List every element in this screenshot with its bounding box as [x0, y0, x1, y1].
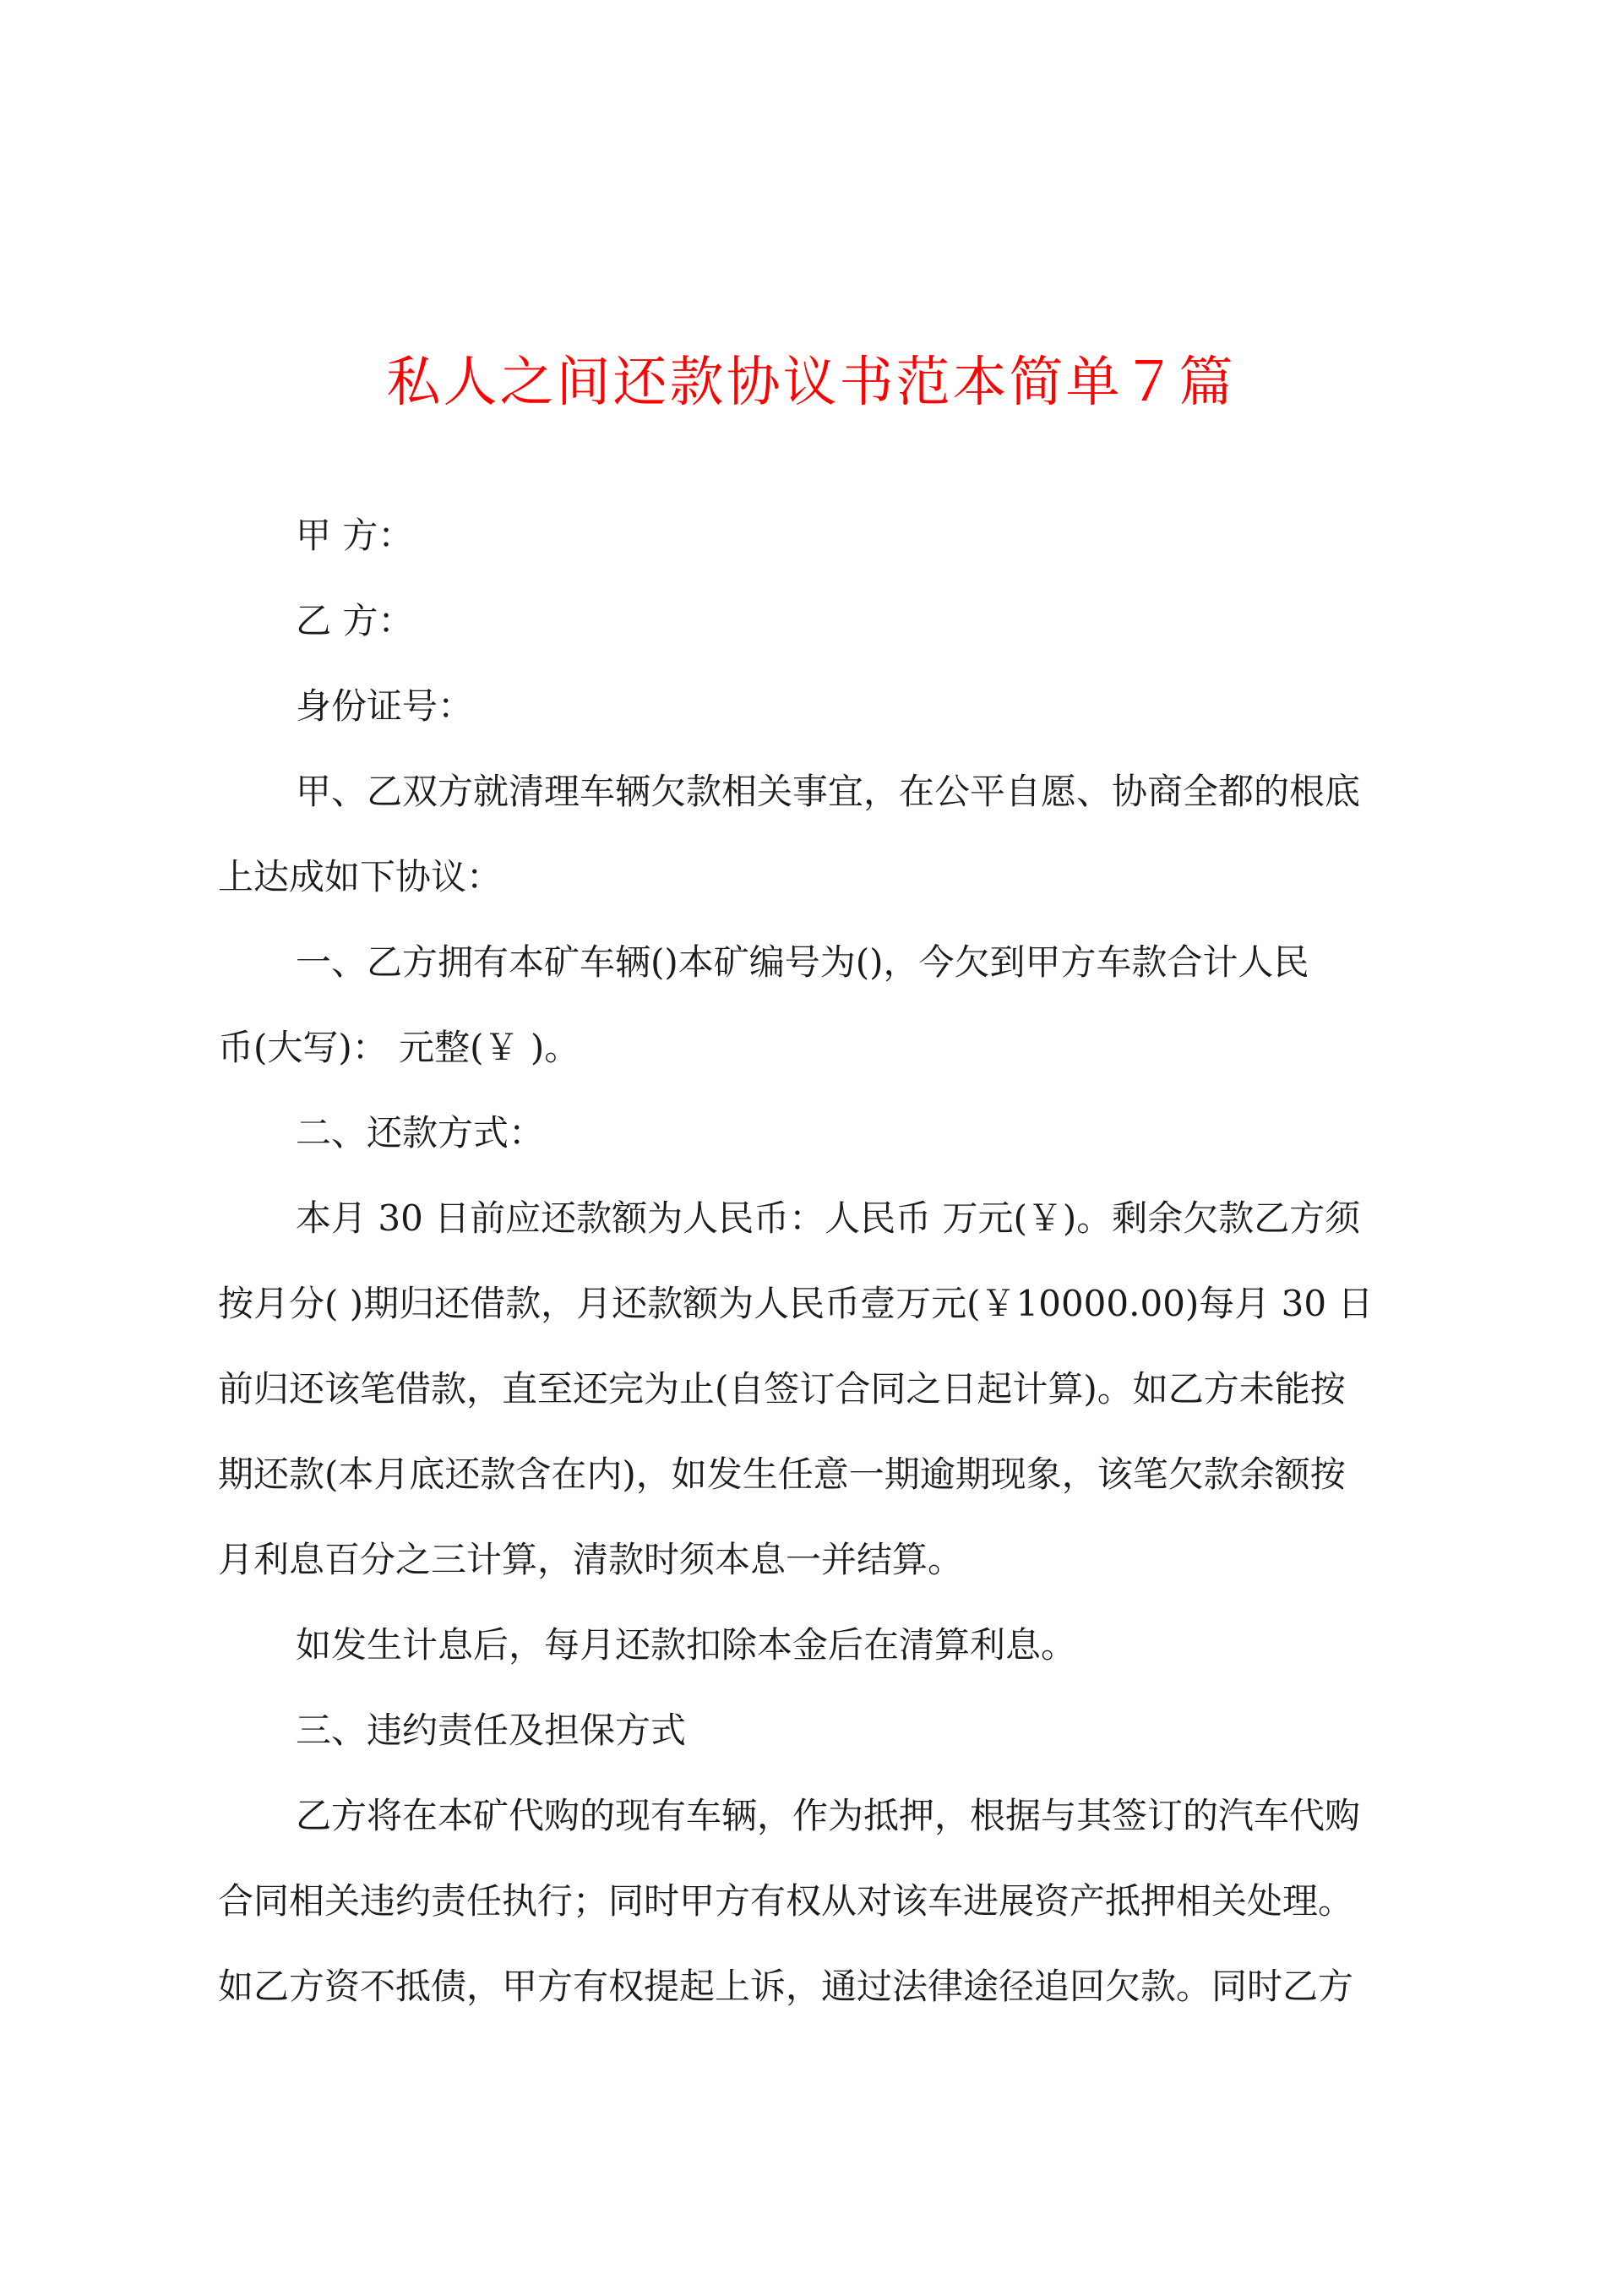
paragraph-line: 前归还该笔借款，直至还完为止(自签订合同之日起计算)。如乙方未能按 — [218, 1368, 1346, 1410]
section-heading: 三、违约责任及担保方式 — [296, 1710, 687, 1751]
paragraph-line: 上达成如下协议： — [218, 856, 503, 897]
line-id-number: 身份证号： — [296, 685, 474, 727]
paragraph-line: 本月 30 日前应还款额为人民币：人民币 万元(￥)。剩余欠款乙方须 — [296, 1197, 1361, 1239]
paragraph-line: 月利息百分之三计算，清款时须本息一并结算。 — [218, 1539, 964, 1580]
paragraph-line: 乙方将在本矿代购的现有车辆，作为抵押，根据与其签订的汽车代购 — [296, 1795, 1361, 1836]
line-party-b: 乙 方： — [296, 600, 414, 641]
paragraph-line: 期还款(本月底还款含在内)，如发生任意一期逾期现象，该笔欠款余额按 — [218, 1453, 1346, 1495]
paragraph-line: 按月分( )期归还借款，月还款额为人民币壹万元(￥10000.00)每月 30 日 — [218, 1283, 1374, 1324]
paragraph-line: 合同相关违约责任执行；同时甲方有权从对该车进展资产抵押相关处理。 — [218, 1880, 1354, 1922]
paragraph-line: 如乙方资不抵债，甲方有权提起上诉，通过法律途径追回欠款。同时乙方 — [218, 1966, 1354, 2007]
paragraph-line: 如发生计息后，每月还款扣除本金后在清算利息。 — [296, 1624, 1077, 1666]
section-heading: 二、还款方式： — [296, 1112, 545, 1153]
document-body — [218, 493, 1419, 2029]
paragraph-line: 币(大写)： 元整(￥ )。 — [218, 1027, 580, 1068]
line-party-a: 甲 方： — [296, 515, 414, 556]
paragraph-line: 一、乙方拥有本矿车辆()本矿编号为()，今欠到甲方车款合计人民 — [296, 941, 1309, 983]
document-title: 私人之间还款协议书范本简单７篇 — [386, 352, 1236, 414]
paragraph-line: 甲、乙双方就清理车辆欠款相关事宜，在公平自愿、协商全都的根底 — [296, 771, 1361, 812]
